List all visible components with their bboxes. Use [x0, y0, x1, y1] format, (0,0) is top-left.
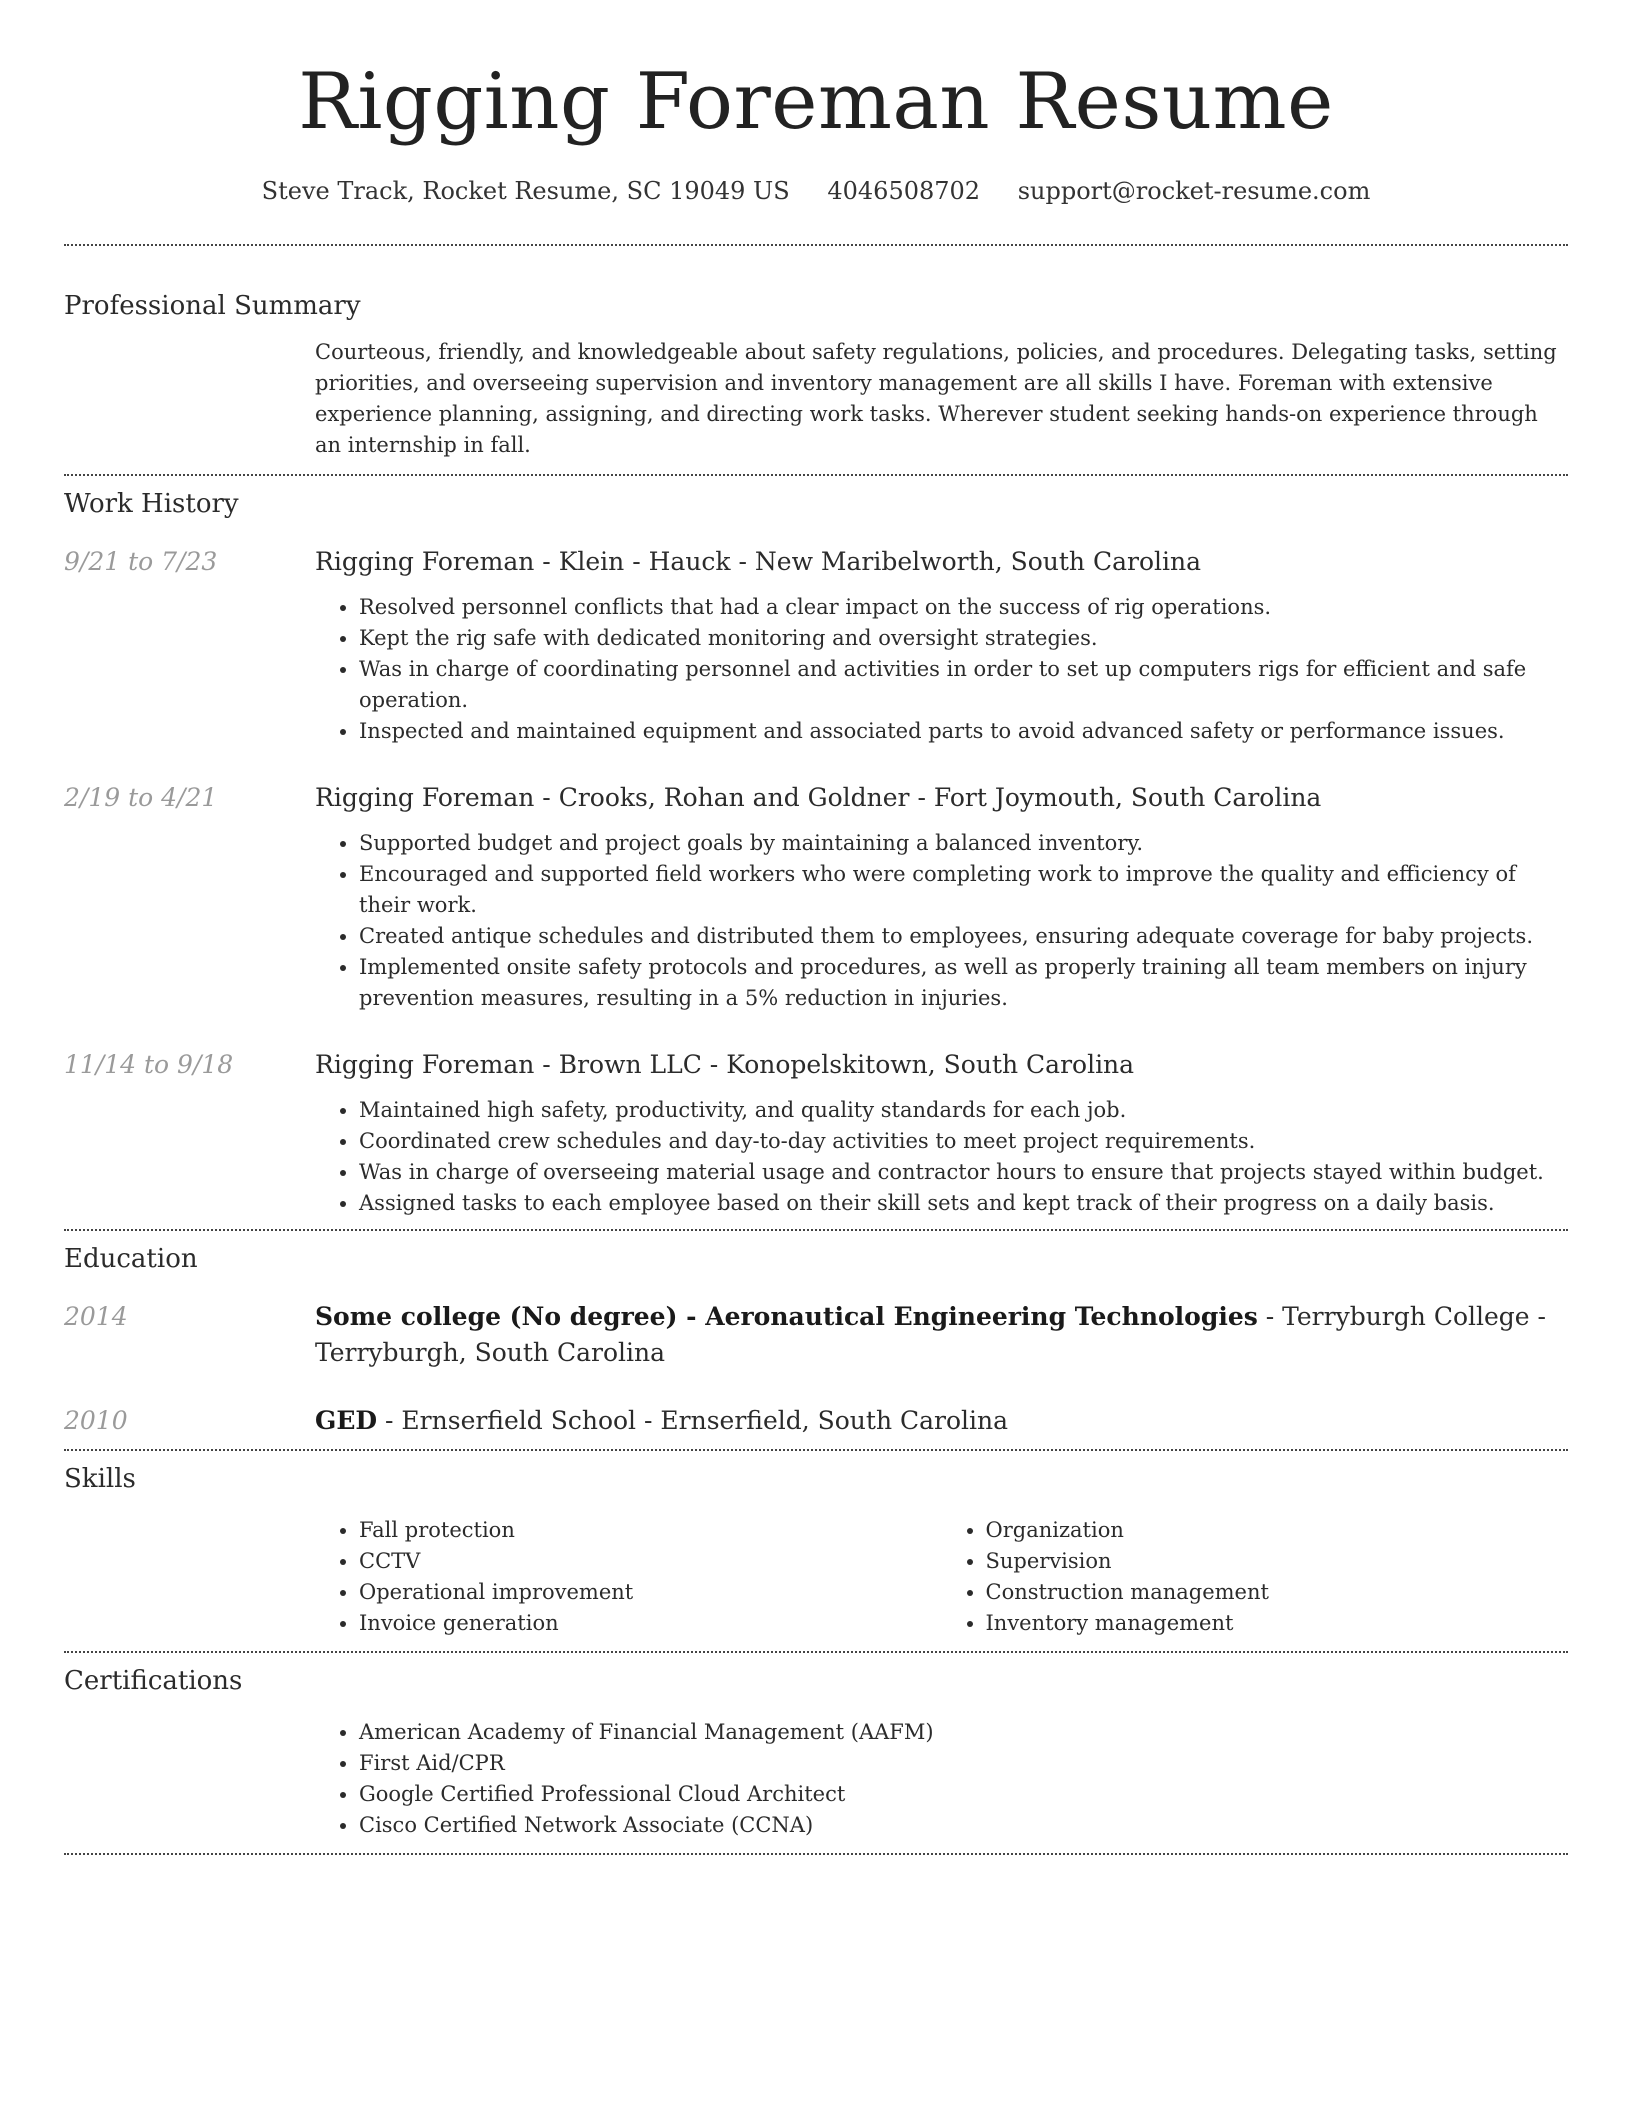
skills-section	[64, 1451, 1568, 1651]
list-item: • Construction management	[986, 1577, 1569, 1608]
job-dates: 2/19 to 4/21	[64, 783, 218, 812]
contact-address: Steve Track, Rocket Resume, SC 19049 US	[261, 177, 790, 205]
contact-line	[64, 174, 1568, 208]
list-item: • CCTV	[359, 1546, 942, 1577]
education-year: 2014	[64, 1302, 128, 1331]
list-item: • Implemented onsite safety protocols and procedures, as well as properly training all team members on injury prevention measures, resulting in a 5% reduction in injuries.	[359, 952, 1568, 1014]
contact-phone: 4046508702	[827, 177, 981, 205]
list-item: • Encouraged and supported field workers who were completing work to improve the quality and efficiency of their work.	[359, 859, 1568, 921]
list-item: • Resolved personnel conflicts that had a clear impact on the success of rig operations.	[359, 592, 1568, 623]
job-entry	[64, 544, 1568, 747]
job-bullets	[315, 592, 1568, 747]
contact-email: support@rocket-resume.com	[1017, 177, 1371, 205]
job-bullets	[315, 1095, 1568, 1219]
summary-section	[64, 246, 1568, 474]
list-item: • Maintained high safety, productivity, and quality standards for each job.	[359, 1095, 1568, 1126]
list-item: • Supported budget and project goals by maintaining a balanced inventory.	[359, 828, 1568, 859]
work-history-section	[64, 476, 1568, 1229]
education-section	[64, 1231, 1568, 1449]
education-entry	[64, 1299, 1568, 1371]
list-item: • Kept the rig safe with dedicated monitoring and oversight strategies.	[359, 623, 1568, 654]
list-item: • Operational improvement	[359, 1577, 942, 1608]
job-title: Rigging Foreman - Brown LLC - Konopelskitown, South Carolina	[315, 1050, 1135, 1079]
list-item: • Created antique schedules and distributed them to employees, ensuring adequate coverage for baby projects.	[359, 921, 1568, 952]
education-school: - Terryburgh College - Terryburgh, South Carolina	[315, 1302, 1546, 1367]
list-item: • Assigned tasks to each employee based on their skill sets and kept track of their progress on a daily basis.	[359, 1188, 1568, 1219]
job-bullets	[315, 828, 1568, 1014]
list-item: • Organization	[986, 1515, 1569, 1546]
section-heading-summary: Professional Summary	[64, 291, 361, 321]
resume-title: Rigging Foreman Resume	[298, 57, 1334, 147]
list-item: • Fall protection	[359, 1515, 942, 1546]
education-degree: Some college (No degree) - Aeronautical Engineering Technologies	[315, 1302, 1258, 1331]
education-degree: GED	[315, 1406, 378, 1435]
divider	[64, 1853, 1568, 1855]
list-item: • Was in charge of coordinating personnel and activities in order to set up computers rigs for efficient and safe operation.	[359, 654, 1568, 716]
summary-text: Courteous, friendly, and knowledgeable about safety regulations, policies, and procedures. Delegating tasks, setting priorities, and overseeing supervision and inventory management are all skills I have. Foreman with extensive experience planning, assigning, and directing work tasks. Wherever student seeking hands-on experience through an internship in fall.	[315, 340, 1557, 457]
job-dates: 9/21 to 7/23	[64, 547, 218, 576]
list-item: • Google Certified Professional Cloud Architect	[359, 1779, 1568, 1810]
list-item: • Cisco Certified Network Associate (CCNA)	[359, 1810, 1568, 1841]
skills-list-right	[942, 1515, 1569, 1639]
certifications-section	[64, 1653, 1568, 1853]
list-item: • Coordinated crew schedules and day-to-day activities to meet project requirements.	[359, 1126, 1568, 1157]
section-heading-education: Education	[64, 1244, 198, 1274]
education-entry	[64, 1403, 1568, 1439]
job-entry	[64, 1047, 1568, 1219]
list-item: • First Aid/CPR	[359, 1748, 1568, 1779]
skills-list-left	[315, 1515, 942, 1639]
education-title	[315, 1403, 1568, 1439]
list-item: • Inventory management	[986, 1608, 1569, 1639]
list-item: • Inspected and maintained equipment and associated parts to avoid advanced safety or performance issues.	[359, 716, 1568, 747]
job-title: Rigging Foreman - Crooks, Rohan and Goldner - Fort Joymouth, South Carolina	[315, 783, 1322, 812]
section-heading-skills: Skills	[64, 1464, 136, 1494]
list-item: • Invoice generation	[359, 1608, 942, 1639]
education-school: - Ernserfield School - Ernserfield, South Carolina	[377, 1406, 1009, 1435]
job-entry	[64, 780, 1568, 1014]
list-item: • Was in charge of overseeing material usage and contractor hours to ensure that projects stayed within budget.	[359, 1157, 1568, 1188]
education-year: 2010	[64, 1406, 128, 1435]
section-heading-work-history: Work History	[64, 489, 239, 519]
job-title: Rigging Foreman - Klein - Hauck - New Maribelworth, South Carolina	[315, 547, 1202, 576]
list-item: • Supervision	[986, 1546, 1569, 1577]
list-item: • American Academy of Financial Management (AAFM)	[359, 1717, 1568, 1748]
section-heading-certifications: Certifications	[64, 1666, 243, 1696]
job-dates: 11/14 to 9/18	[64, 1050, 234, 1079]
certifications-list	[315, 1717, 1568, 1841]
education-title	[315, 1299, 1568, 1371]
